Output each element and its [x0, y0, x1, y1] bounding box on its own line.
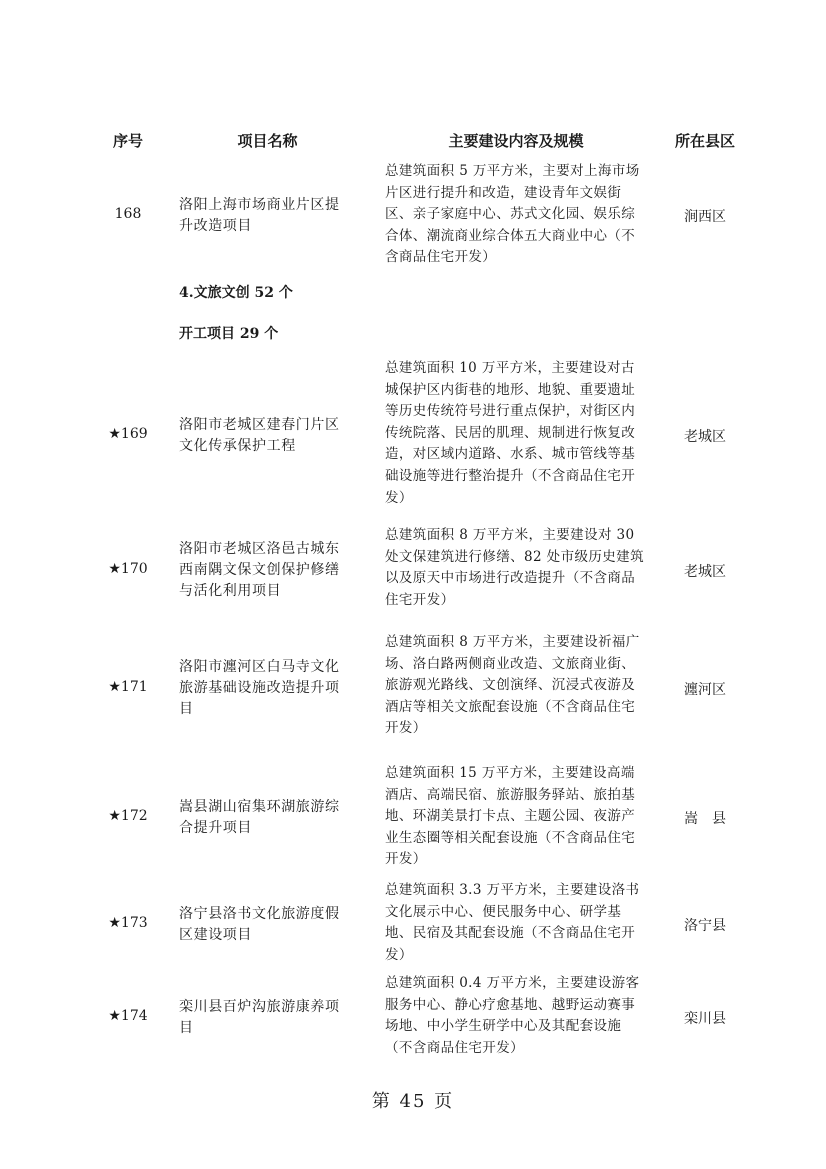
section-title: 4.文旅文创 52 个 — [179, 285, 293, 301]
county: 栾川县 — [684, 1011, 726, 1027]
project-name: 嵩县湖山宿集环湖旅游综合提升项目 — [179, 799, 340, 836]
project-name: 洛阳上海市场商业片区提升改造项目 — [179, 197, 340, 234]
header-col-county: 所在县区 — [674, 132, 735, 150]
header-col-desc: 主要建设内容及规模 — [448, 132, 584, 150]
project-name: 栾川县百炉沟旅游康养项目 — [179, 999, 340, 1036]
county: 洛宁县 — [684, 918, 726, 934]
row-number: ★174 — [108, 1008, 148, 1024]
county: 嵩 县 — [684, 811, 726, 827]
county: 老城区 — [684, 564, 726, 580]
project-description: 总建筑面积 8 万平方米，主要建设祈福广场、洛白路两侧商业改造、文旅商业街、旅游观光路线、文创演绎、沉浸式夜游及酒店等相关文旅配套设施（不含商品住宅开发） — [385, 634, 640, 737]
project-description: 总建筑面积 15 万平方米，主要建设高端酒店、高端民宿、旅游服务驿站、旅拍基地、环湖美景打卡点、主题公园、夜游产业生态圈等相关配套设施（不含商品住宅开发） — [385, 765, 636, 868]
subsection-title: 开工项目 29 个 — [179, 326, 279, 342]
project-name: 洛阳市老城区洛邑古城东西南隅文保文创保护修缮与活化利用项目 — [179, 541, 340, 599]
row-number: ★170 — [108, 561, 148, 577]
project-description: 总建筑面积 8 万平方米，主要建设对 30 处文保建筑进行修缮、82 处市级历史建筑以及原天中市场进行改造提升（不含商品住宅开发） — [385, 527, 644, 608]
project-name: 洛宁县洛书文化旅游度假区建设项目 — [179, 906, 340, 943]
project-name: 洛阳市瀍河区白马寺文化旅游基础设施改造提升项目 — [179, 659, 340, 717]
row-number: ★172 — [108, 808, 148, 824]
project-name: 洛阳市老城区建春门片区文化传承保护工程 — [179, 417, 340, 454]
row-number: ★169 — [108, 426, 148, 442]
project-description: 总建筑面积 0.4 万平方米，主要建设游客服务中心、静心疗愈基地、越野运动赛事场地、中小学生研学中心及其配套设施（不含商品住宅开发） — [385, 975, 640, 1056]
page-number: 第 45 页 — [371, 1091, 455, 1112]
project-description: 总建筑面积 3.3 万平方米，主要建设洛书文化展示中心、便民服务中心、研学基地、民宿及其配套设施（不含商品住宅开发） — [385, 882, 640, 963]
header-col-no: 序号 — [112, 132, 143, 150]
county: 老城区 — [684, 429, 726, 445]
header-col-name: 项目名称 — [237, 132, 298, 150]
project-description: 总建筑面积 5 万平方米，主要对上海市场片区进行提升和改造，建设青年文娱街区、亲子家庭中心、苏式文化园、娱乐综合体、潮流商业综合体五大商业中心（不含商品住宅开发） — [385, 163, 640, 266]
county: 涧西区 — [684, 209, 726, 225]
county: 瀍河区 — [684, 682, 726, 698]
row-number: 168 — [114, 206, 142, 222]
row-number: ★173 — [108, 915, 148, 931]
row-number: ★171 — [108, 679, 148, 695]
project-description: 总建筑面积 10 万平方米，主要建设对古城保护区内街巷的地形、地貌、重要遗址等历史传统符号进行重点保护，对街区内传统院落、民居的肌理、规制进行恢复改造，对区域内道路、水系、城市管线等基础设施等进行整治提升（不含商品住宅开发） — [385, 360, 636, 506]
